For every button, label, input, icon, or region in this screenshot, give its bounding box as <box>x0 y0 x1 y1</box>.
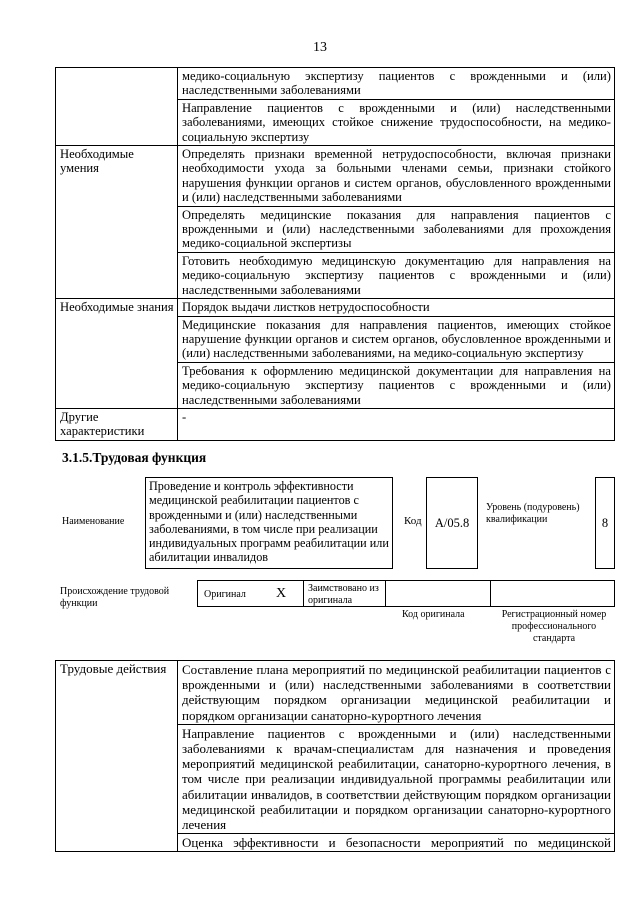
skills-knowledge-table <box>55 67 615 441</box>
borrowed-label: Заимствовано из оригинала <box>308 583 379 606</box>
divider <box>303 580 304 607</box>
code-original-label: Код оригинала <box>402 609 465 620</box>
table-cell: Требования к оформлению медицинской документации для направления на медико-социальную экспертизу пациентов с врожденными и (или) наследственными заболеваниями <box>178 362 615 408</box>
table-cell: - <box>178 408 615 440</box>
table-cell: медико-социальную экспертизу пациентов с врожденными и (или) наследственными заболеваниями <box>178 68 615 100</box>
table-cell: Определять медицинские показания для направления пациентов с врожденными и (или) наследственными заболеваниями для прохождения медико-социальной экспертизы <box>178 206 615 252</box>
table-label: Другие характеристики <box>56 408 178 440</box>
origin-label: Происхождение трудовой функции <box>60 586 170 609</box>
code-label: Код <box>404 515 422 527</box>
table-cell: Составление плана мероприятий по медицинской реабилитации пациентов с врожденными и (или) наследственными заболеваниями в соответствии действующим порядком организации медицинской реабилитации и порядком организации санаторно-курортного лечения <box>178 661 615 725</box>
divider <box>490 580 491 607</box>
table-cell: Порядок выдачи листков нетрудоспособности <box>178 299 615 316</box>
code-value: A/05.8 <box>426 477 478 569</box>
origin-row <box>197 580 615 607</box>
reg-number-label: Регистрационный номер профессионального стандарта <box>501 609 607 644</box>
table-cell: Готовить необходимую медицинскую документацию для направления на медико-социальную экспертизу пациентов с врожденными и (или) наследственными заболеваниями <box>178 252 615 298</box>
original-label: Оригинал <box>204 589 246 600</box>
table-cell: Направление пациентов с врожденными и (или) наследственными заболеваниями к врачам-специалистам для назначения и проведения мероприятий медицинской реабилитации, санаторно-курортного лечения, в том числе при реализации индивидуальной программы реабилитации или абилитации инвалидов, в соответствии действующим порядком организации медицинской реабилитации и порядком организации санаторно-курортного лечения <box>178 724 615 833</box>
table-label: Трудовые действия <box>56 661 178 852</box>
labor-actions-table <box>55 660 615 852</box>
table-cell: Определять признаки временной нетрудоспособности, включая признаки необходимости ухода за больными членами семьи, признаки стойкого нарушения функции органов и систем органов, обусловленного врожденными и (или) наследственными заболеваниями <box>178 146 615 207</box>
table-label: Необходимые умения <box>56 146 178 299</box>
level-value: 8 <box>595 477 615 569</box>
level-label: Уровень (подуровень) квалификации <box>486 502 580 525</box>
section-title: 3.1.5.Трудовая функция <box>62 450 207 465</box>
table-cell: Направление пациентов с врожденными и (или) наследственными заболеваниями, имеющих стойкое снижение трудоспособности, на медико-социальную экспертизу <box>178 99 615 145</box>
table-label <box>56 68 178 146</box>
page-number: 13 <box>313 40 327 55</box>
name-label: Наименование <box>62 516 125 527</box>
function-name: Проведение и контроль эффективности медицинской реабилитации пациентов с врожденными и (или) наследственными заболеваниями, в том числе при реализации индивидуальных программ реабилитации или абилитации инвалидов <box>145 477 393 569</box>
table-label: Необходимые знания <box>56 299 178 409</box>
table-cell: Медицинские показания для направления пациентов, имеющих стойкое нарушение функции органов и систем органов, обусловленное врожденными и (или) наследственными заболеваниями, на медико-социальную экспертизу <box>178 316 615 362</box>
original-mark: X <box>276 586 287 601</box>
divider <box>385 580 386 607</box>
table-cell: Оценка эффективности и безопасности мероприятий по медицинской <box>178 834 615 852</box>
